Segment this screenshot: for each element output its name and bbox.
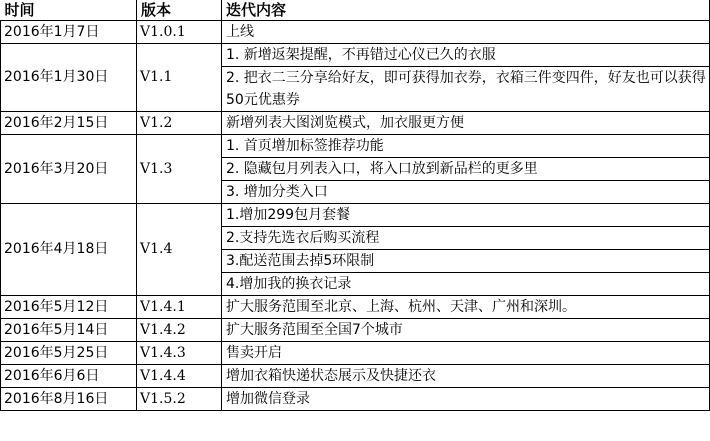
release-version: V1.4.2 [137,319,222,342]
release-item: 增加衣箱快递状态展示及快捷还衣 [222,365,710,388]
release-item: 1. 首页增加标签推荐功能 [222,135,710,158]
release-version: V1.2 [137,112,222,135]
table-header [1,0,710,21]
release-item: 1.增加299包月套餐 [222,204,710,227]
header-content: 迭代内容 [222,0,710,21]
release-date: 2016年5月14日 [1,319,137,342]
table-row [1,342,710,365]
table-row [1,319,710,342]
release-version: V1.5.2 [137,388,222,411]
table-row [1,204,710,227]
release-date: 2016年4月18日 [1,204,137,296]
release-date: 2016年1月30日 [1,44,137,112]
header-version: 版本 [137,0,222,21]
release-date: 2016年1月7日 [1,21,137,44]
release-item: 增加微信登录 [222,388,710,411]
release-version: V1.3 [137,135,222,204]
release-item: 2.支持先选衣后购买流程 [222,227,710,250]
release-item: 扩大服务范围至北京、上海、杭州、天津、广州和深圳。 [222,296,710,319]
release-version: V1.4.1 [137,296,222,319]
release-date: 2016年2月15日 [1,112,137,135]
table-row [1,44,710,67]
release-date: 2016年5月12日 [1,296,137,319]
release-item: 4.增加我的换衣记录 [222,273,710,296]
release-date: 2016年6月6日 [1,365,137,388]
release-item: 1. 新增返架提醒，不再错过心仪已久的衣服 [222,44,710,67]
table-row [1,21,710,44]
release-version: V1.4.4 [137,365,222,388]
release-item: 3. 增加分类入口 [222,181,710,204]
release-item: 上线 [222,21,710,44]
release-version: V1.4 [137,204,222,296]
table-row [1,365,710,388]
release-item: 2. 把衣二三分享给好友，即可获得加衣券，衣箱三件变四件，好友也可以获得50元优惠券 [222,67,710,112]
release-version: V1.1 [137,44,222,112]
release-item: 售卖开启 [222,342,710,365]
table-body [1,21,710,411]
header-date: 时间 [1,0,137,21]
release-version: V1.0.1 [137,21,222,44]
release-item: 扩大服务范围至全国7个城市 [222,319,710,342]
release-version: V1.4.3 [137,342,222,365]
release-date: 2016年3月20日 [1,135,137,204]
release-item: 3.配送范围去掉5环限制 [222,250,710,273]
table-row [1,112,710,135]
table-row [1,388,710,411]
release-item: 2. 隐藏包月列表入口，将入口放到新品栏的更多里 [222,158,710,181]
table-row [1,135,710,158]
release-item: 新增列表大图浏览模式，加衣服更方便 [222,112,710,135]
release-date: 2016年8月16日 [1,388,137,411]
release-date: 2016年5月25日 [1,342,137,365]
header-row [1,0,710,21]
table-row [1,296,710,319]
